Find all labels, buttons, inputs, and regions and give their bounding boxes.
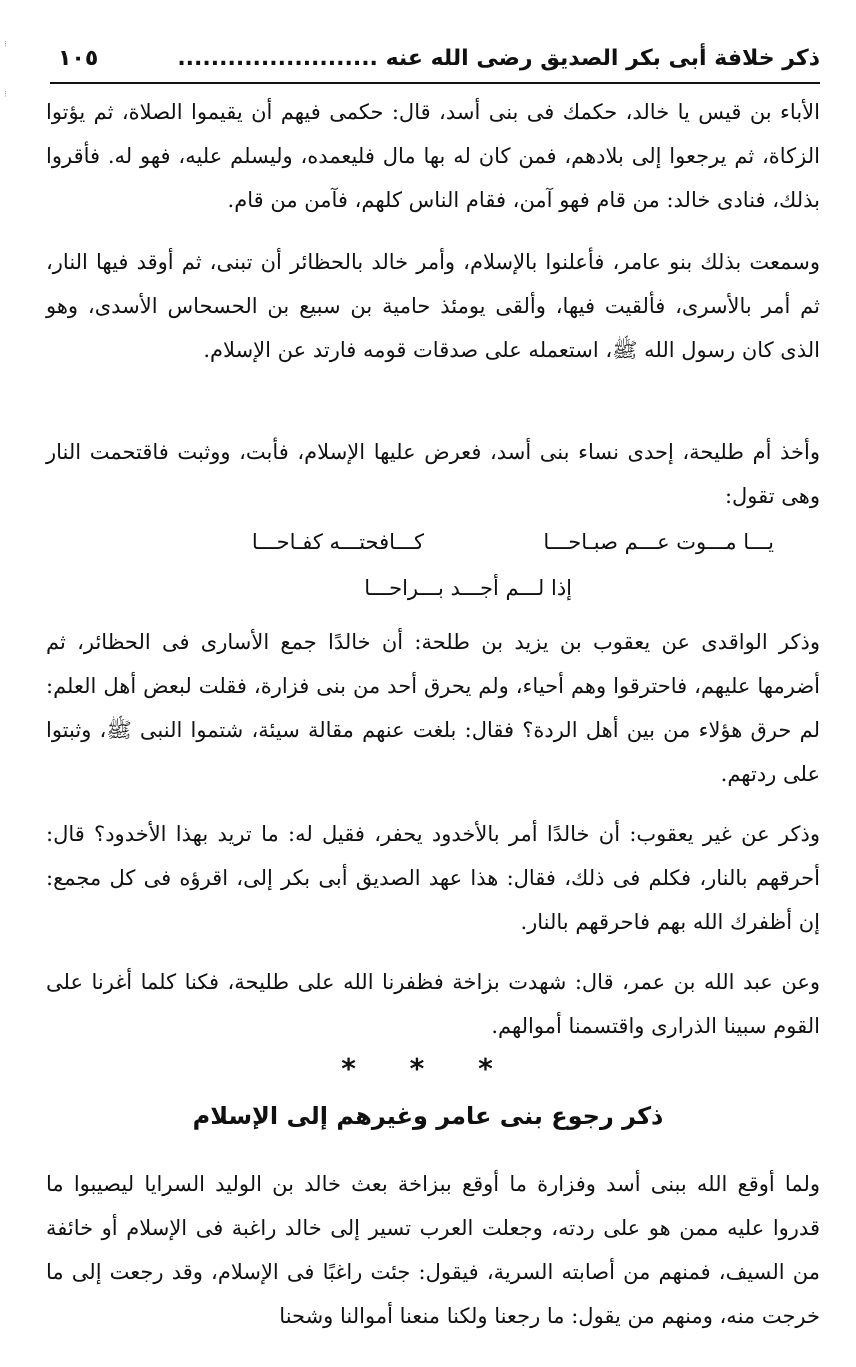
paragraph-6: وعن عبد الله بن عمر، قال: شهدت بزاخة فظفرنا الله على طليحة، فكنا كلما أغرنا على القوم سبينا الذرارى واقتسمنا أموالهم. [46,970,820,1038]
paragraph-5: وذكر عن غير يعقوب: أن خالدًا أمر بالأخدود يحفر، فقيل له: ما تريد بهذا الأخدود؟ قال: أحرقهم بالنار، فكلم فى ذلك، فقال: هذا عهد الصديق أبى بكر إلى، اقرؤه فى كل مجمع: إن أظفرك الله بهم فاحرقهم بالنار. [46,822,820,934]
paragraph-1: الأباء بن قيس يا خالد، حكمك فى بنى أسد، قال: حكمى فيهم أن يقيموا الصلاة، ثم يؤتوا الزكاة، ثم يرجعوا إلى بلادهم، فمن كان له بها مال فليعمده، وليسلم عليه، فهو له. فأقروا بذلك، فنادى خالد: من قام فهو آمن، فقام الناس كلهم، فآمن من قام. [46,100,820,212]
section-heading: ذكر رجوع بنى عامر وغيرهم إلى الإسلام [192,1102,664,1130]
paragraph-7: ولما أوقع الله ببنى أسد وفزارة ما أوقع ببزاخة بعث خالد بن الوليد السرايا ليصيبوا ما قدروا عليه ممن هو على ردته، وجعلت العرب تسير إلى خالد راغبة فى الإسلام أو خائفة من السيف، فمنهم من أصابته السرية، فيقول: جئت راغبًا فى الإسلام، وقد رجعت إلى ما خرجت منه، ومنهم من يقول: ما رجعنا ولكنا منعنا أموالنا وشحنا [46,1172,820,1328]
poem-line-1-left-hemistich: كـــافحتـــه كفـاحـــا [251,530,424,554]
scan-margin-mark: ⁝ [4,40,7,50]
section-divider-asterisks: * * * [341,1052,515,1085]
page-number: ١٠٥ [58,46,99,71]
poem-line-1-right-hemistich: يـــا مـــوت عـــم صبـاحـــا [543,530,774,554]
paragraph-3: وأخذ أم طليحة، إحدى نساء بنى أسد، فعرض عليها الإسلام، فأبت، ووثبت فاقتحمت النار وهى تقول: [46,440,820,508]
paragraph-4: وذكر الواقدى عن يعقوب بن يزيد بن طلحة: أن خالدًا جمع الأسارى فى الحظائر، ثم أضرمها عليهم، فاحترقوا وهم أحياء، ولم يحرق أحد من بنى فزارة، فقلت لبعض أهل العلم: لم حرق هؤلاء من بين أهل الردة؟ فقال: بلغت عنهم مقالة سيئة، شتموا النبى ﷺ، وثبتوا على ردتهم. [46,630,820,786]
page-header [50,38,820,84]
running-title: ذكر خلافة أبى بكر الصديق رضى الله عنه ........................ [177,46,820,71]
paragraph-2: وسمعت بذلك بنو عامر، فأعلنوا بالإسلام، وأمر خالد بالحظائر أن تبنى، ثم أوقد فيها النار، ثم أمر بالأسرى، فألقيت فيها، وألقى يومئذ حامية بن سبيع بن الحسحاس الأسدى، وهو الذى كان رسول الله ﷺ، استعمله على صدقات قومه فارتد عن الإسلام. [46,250,820,362]
poem-line-2: إذا لـــم أجـــد بـــراحـــا [364,576,572,600]
scan-margin-mark: ⁝ [4,90,7,100]
